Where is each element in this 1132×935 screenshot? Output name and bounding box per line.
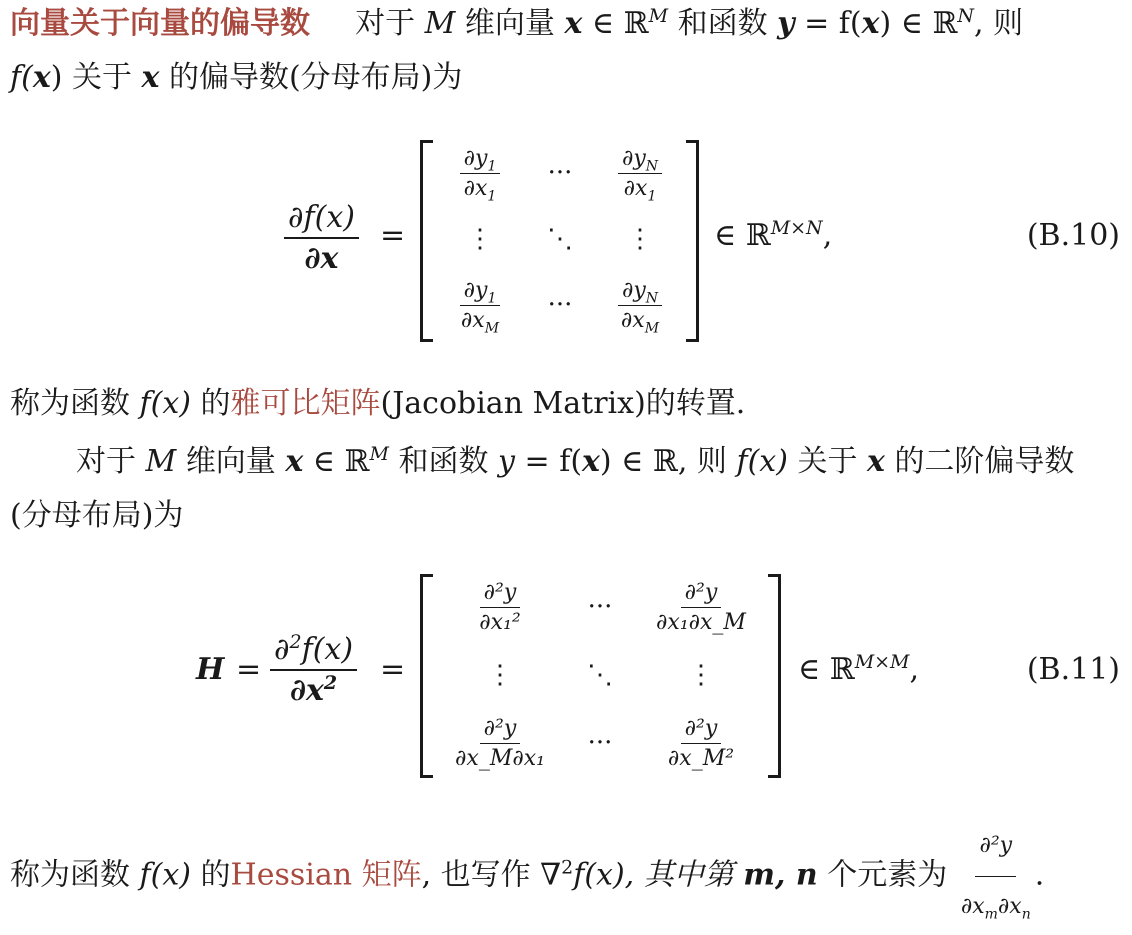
eq2-cell: $\frac{\text{∂²y}}{\text{∂x\_M²}}$ bbox=[667, 715, 735, 771]
eq2-lhs-fraction: $\frac{\partial^2f(x)}{\partial x^2}$ bbox=[270, 632, 357, 708]
para4: 称为函数 f(x) 的Hessian 矩阵, 也写作 ∇$^2$f(x), 其中第 m, n 个元素为 $\frac{\text{∂²y}}{\partial x_m\partial x_n}$ . bbox=[10, 818, 1044, 935]
eq1-cell: $\frac{\partial y_N}{\partial x_M}$ bbox=[617, 278, 663, 333]
eq1-hdots: ··· bbox=[547, 158, 573, 188]
para1-line2: f(x) 关于 x 的偏导数(分母布局)为 bbox=[10, 60, 463, 95]
eq1-right-bracket bbox=[686, 140, 699, 342]
eq1-ddots: ⋱ bbox=[547, 224, 573, 254]
eq1-cell: $\frac{\partial y_1}{\partial x_1}$ bbox=[460, 146, 501, 201]
eq2-cell: $\frac{\text{∂²y}}{\text{∂x₁∂x\_M}}$ bbox=[656, 579, 746, 635]
eq2-cell: $\frac{\text{∂²y}}{\text{∂x₁²}}$ bbox=[479, 579, 521, 635]
eq1-rhs: ∈ ℝ$^{M\times N}$, bbox=[714, 217, 833, 253]
eq1-vdots: ⋮ bbox=[627, 224, 653, 254]
eq2-H: H bbox=[196, 652, 225, 687]
para3-line1: 对于 M 维向量 x ∈ ℝ$^M$ 和函数 y = f(x) ∈ ℝ, 则 f(x) 关于 x 的二阶偏导数 bbox=[76, 443, 1075, 479]
eq2-equals1: = bbox=[236, 652, 262, 687]
eq2-label: (B.11) bbox=[1026, 652, 1120, 687]
equation-b11 bbox=[0, 572, 1132, 777]
eq2-vdots: ⋮ bbox=[487, 660, 513, 690]
para3-line2: (分母布局)为 bbox=[10, 498, 184, 533]
eq2-hdots: ··· bbox=[587, 728, 613, 758]
eq2-hdots: ··· bbox=[587, 592, 613, 622]
eq2-ddots: ⋱ bbox=[587, 660, 613, 690]
section-heading: 向量关于向量的偏导数 bbox=[10, 6, 310, 41]
eq2-right-bracket bbox=[768, 574, 781, 778]
eq2-rhs: ∈ ℝ$^{M\times M}$, bbox=[798, 651, 920, 687]
eq2-matrix bbox=[440, 572, 762, 777]
eq1-lhs-fraction: $\frac{\partial f(x)}{\partial x}$ bbox=[284, 200, 359, 276]
eq1-left-bracket bbox=[420, 140, 433, 342]
eq1-label: (B.10) bbox=[1026, 218, 1120, 253]
eq1-equals: = bbox=[380, 218, 406, 253]
eq1-vdots: ⋮ bbox=[467, 224, 493, 254]
eq2-cell: $\frac{\text{∂²y}}{\text{∂x\_M∂x₁}}$ bbox=[455, 715, 545, 771]
para4-fraction: $\frac{\text{∂²y}}{\partial x_m\partial x_n}$ bbox=[957, 818, 1035, 935]
para2: 称为函数 f(x) 的雅可比矩阵(Jacobian Matrix)的转置. bbox=[10, 386, 746, 421]
jacobian-link[interactable]: 雅可比矩阵 bbox=[230, 386, 381, 421]
eq1-cell: $\frac{\partial y_N}{\partial x_1}$ bbox=[618, 146, 662, 201]
eq1-matrix bbox=[440, 140, 680, 340]
eq1-cell: $\frac{\partial y_1}{\partial x_M}$ bbox=[460, 277, 500, 336]
eq2-left-bracket bbox=[420, 574, 433, 778]
eq1-hdots: ··· bbox=[547, 290, 573, 320]
para1-line1: 向量关于向量的偏导数 对于 M 维向量 x ∈ ℝ$^M$ 和函数 y = f(x) ∈ ℝ$^N$, 则 bbox=[10, 5, 1024, 41]
equation-b10 bbox=[0, 140, 1132, 340]
eq2-equals2: = bbox=[380, 652, 406, 687]
eq2-vdots: ⋮ bbox=[688, 660, 714, 690]
hessian-link[interactable]: Hessian 矩阵 bbox=[230, 857, 422, 893]
